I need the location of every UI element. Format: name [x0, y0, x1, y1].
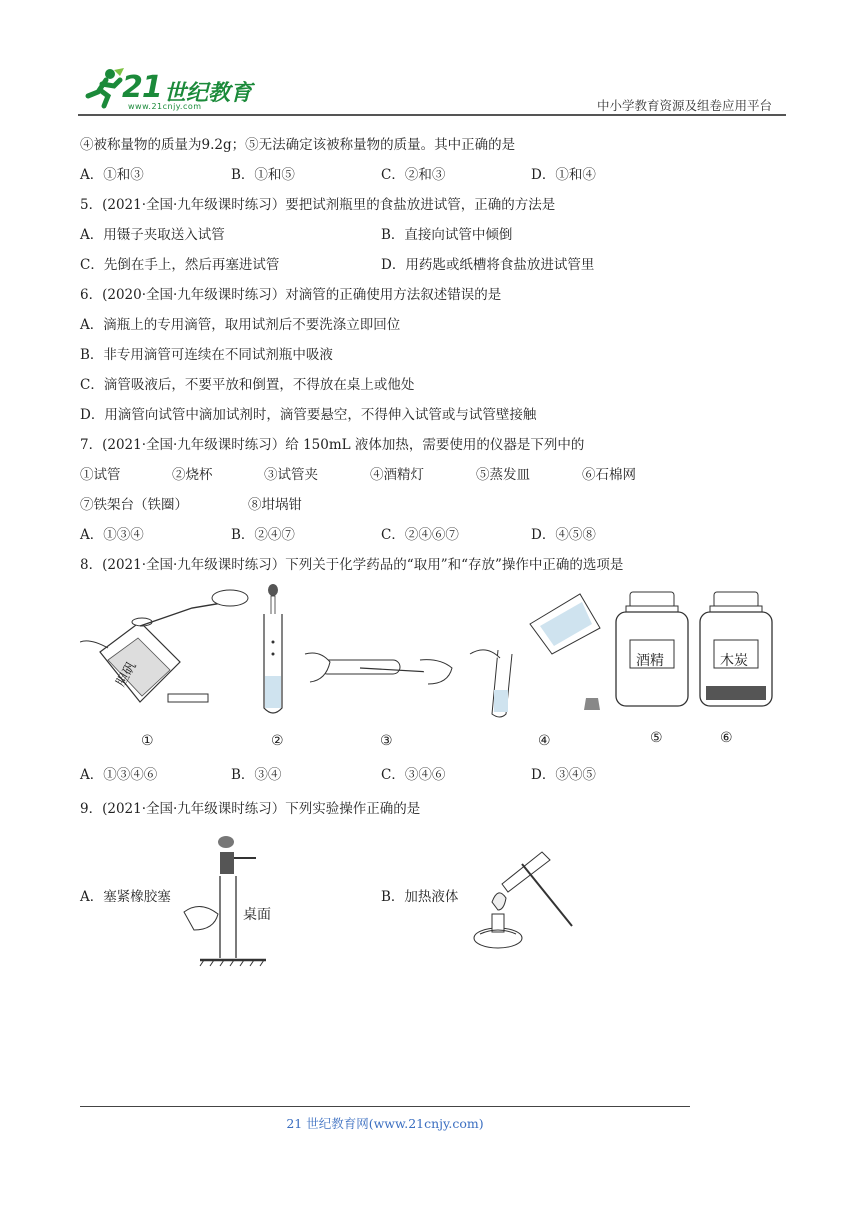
fig2-dropper-tube-illustration: [258, 584, 288, 718]
header-platform-text: 中小学教育资源及组卷应用平台: [596, 98, 772, 113]
q9-stem: 9．(2021·全国·九年级课时练习）下列实验操作正确的是: [80, 801, 421, 817]
q7-item: ③试管夹: [264, 467, 318, 483]
q7-option-a: A．①③④: [80, 527, 144, 543]
q4-option-a: A．①和③: [80, 167, 144, 183]
q8-stem: 8．(2021·全国·九年级课时练习）下列关于化学药品的“取用”和“存放”操作中正确的选项是: [80, 557, 624, 573]
q7-option-b: B．②④⑦: [231, 527, 295, 543]
fig3-horizontal-tube-illustration: [300, 640, 460, 700]
q7-stem: 7．(2021·全国·九年级课时练习）给 150mL 液体加热，需要使用的仪器是下列中的: [80, 437, 585, 453]
fig-number: ⑥: [720, 730, 733, 746]
q7-item: ①试管: [80, 467, 121, 483]
q9-option-a: A．塞紧橡胶塞: [80, 889, 171, 905]
q7-item: ⑤蒸发皿: [476, 467, 530, 483]
q9a-desk-label: 桌面: [243, 907, 271, 923]
q8-option-a: A．①③④⑥: [80, 767, 158, 783]
q9-option-b: B．加热液体: [381, 889, 459, 905]
fig1-bottle-label: 胆矾: [113, 659, 140, 690]
fig1-bottle-tweezers-illustration: [80, 582, 250, 722]
q4-option-d: D．①和④: [531, 167, 596, 183]
q7-item: ⑦铁架台（铁圈）: [80, 497, 188, 513]
fig-number: ⑤: [650, 730, 663, 746]
fig-number: ③: [380, 733, 393, 749]
q4-option-c: C．②和③: [381, 167, 446, 183]
q4-continuation: ④被称量物的质量为9.2g；⑤无法确定该被称量物的质量。其中正确的是: [80, 137, 516, 153]
q9a-stopper-illustration: [180, 834, 280, 970]
q5-stem: 5．(2021·全国·九年级课时练习）要把试剂瓶里的食盐放进试管，正确的方法是: [80, 197, 556, 213]
q7-item: ⑧坩埚钳: [248, 497, 302, 513]
q8-option-d: D．③④⑤: [531, 767, 596, 783]
logo-runner-icon: [80, 66, 128, 110]
q6-option-d: D．用滴管向试管中滴加试剂时，滴管要悬空，不得伸入试管或与试管壁接触: [80, 407, 537, 423]
q4-option-b: B．①和⑤: [231, 167, 295, 183]
fig4-pouring-illustration: [460, 584, 610, 724]
logo-cn-text: 世纪教育: [164, 81, 253, 106]
q5-option-c: C．先倒在手上，然后再塞进试管: [80, 257, 280, 273]
footer-text: 21 世纪教育网(www.21cnjy.com): [286, 1116, 484, 1131]
q5-option-b: B．直接向试管中倾倒: [381, 227, 513, 243]
fig-number: ①: [141, 733, 154, 749]
header-divider: [78, 114, 786, 116]
q8-option-c: C．③④⑥: [381, 767, 446, 783]
logo-text: 21: [122, 70, 162, 105]
jar6-label: 木炭: [720, 653, 748, 669]
logo-url: www.21cnjy.com: [128, 102, 202, 111]
q8-option-b: B．③④: [231, 767, 282, 783]
q7-option-c: C．②④⑥⑦: [381, 527, 459, 543]
footer-divider: [80, 1106, 690, 1107]
q7-item: ⑥石棉网: [582, 467, 636, 483]
q9b-heating-illustration: [462, 846, 578, 958]
q5-option-d: D．用药匙或纸槽将食盐放进试管里: [381, 257, 595, 273]
q6-option-a: A．滴瓶上的专用滴管，取用试剂后不要洗涤立即回位: [80, 317, 401, 333]
jar5-label: 酒精: [636, 653, 664, 669]
q7-option-d: D．④⑤⑧: [531, 527, 596, 543]
q7-item: ④酒精灯: [370, 467, 424, 483]
q7-item: ②烧杯: [172, 467, 213, 483]
q6-option-b: B．非专用滴管可连续在不同试剂瓶中吸液: [80, 347, 333, 363]
fig-number: ④: [538, 733, 551, 749]
q5-option-a: A．用镊子夹取送入试管: [80, 227, 225, 243]
q6-stem: 6．(2020·全国·九年级课时练习）对滴管的正确使用方法叙述错误的是: [80, 287, 502, 303]
fig-number: ②: [271, 733, 284, 749]
q6-option-c: C．滴管吸液后，不要平放和倒置，不得放在桌上或他处: [80, 377, 415, 393]
